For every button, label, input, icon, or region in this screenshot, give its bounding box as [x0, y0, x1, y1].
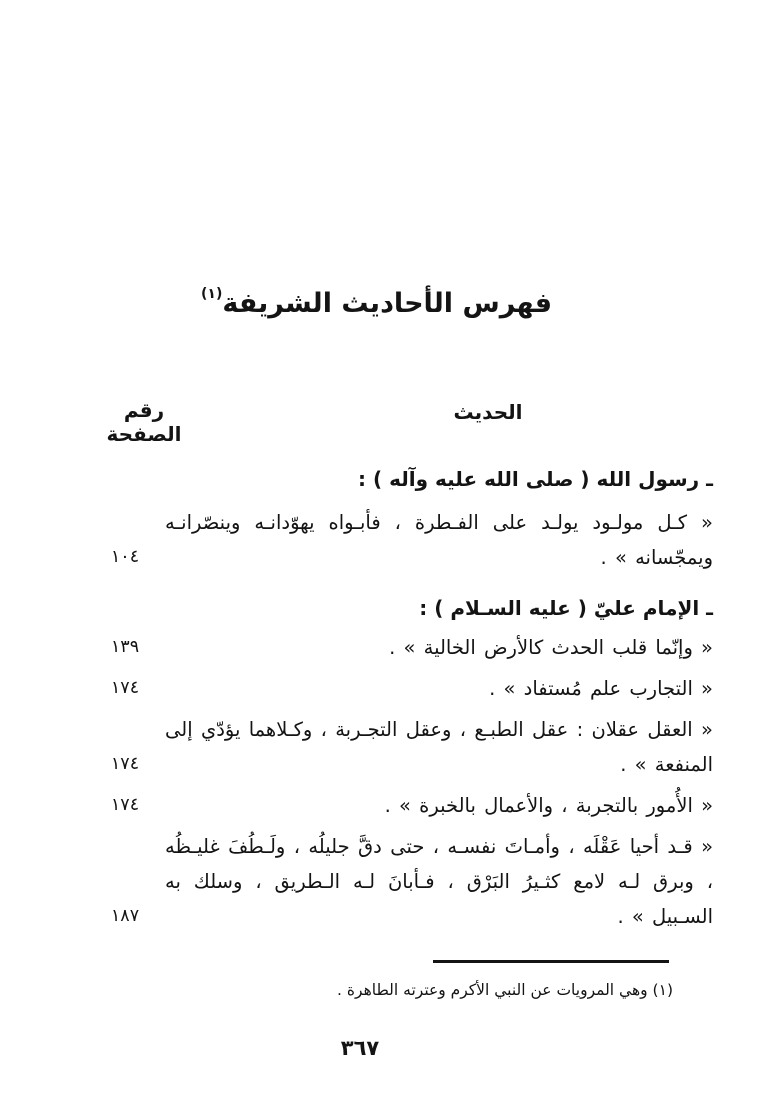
page-title [0, 286, 753, 319]
hadith-text: « الأُمور بالتجربة ، والأعمال بالخبرة » . [384, 794, 713, 817]
hadith-entry [85, 630, 713, 665]
index-content [85, 462, 713, 940]
section-prophet [85, 462, 713, 575]
hadith-text: « كـل مولـود يولـد على الفـطرة ، فأبـواه يهوّدانـه وينصّرانـه ويمجّسانه » . [165, 511, 713, 569]
section-heading: ـ رسول الله ( صلى الله عليه وآله ) : [358, 467, 713, 491]
section-heading: ـ الإمام عليّ ( عليه السـلام ) : [419, 596, 713, 620]
title-footnote-ref: (١) [200, 286, 223, 303]
hadith-text: « قـد أحيا عَقْلَه ، وأمـاتَ نفسـه ، حتى دقَّ جليلُه ، ولَـطُفَ غليـظُه ، وبرق لـه لامع كثـيرُ البَرْق ، فـأبانَ لـه الـطريق ، وسلك به السـبيل » . [165, 835, 713, 928]
hadith-entry [85, 712, 713, 782]
hadith-entry [85, 505, 713, 575]
hadith-text: « التجارب علم مُستفاد » . [489, 677, 713, 700]
page-title-text: فهرس الأحاديث الشريفة [222, 288, 553, 320]
entry-page-number: ١٧٤ [110, 754, 140, 774]
hadith-text: « وإنّما قلب الحدث كالأرض الخالية » . [389, 636, 713, 659]
hadith-entry [85, 829, 713, 934]
section-imam-ali [85, 591, 713, 934]
folio-page-number: ٣٦٧ [340, 1036, 380, 1060]
column-headers-row [0, 398, 763, 446]
entry-page-number: ١٣٩ [110, 637, 140, 657]
hadith-entry [85, 788, 713, 823]
footnote-text: (١) وهي المرويات عن النبي الأكرم وعترته الطاهرة . [337, 981, 673, 999]
hadith-text: « العقل عقلان : عقل الطبـع ، وعقل التجـربة ، وكـلاهما يؤدّي إلى المنفعة » . [165, 718, 713, 776]
entry-page-number: ١٧٤ [110, 795, 140, 815]
column-header-hadith: الحديث [453, 400, 523, 424]
entry-page-number: ١٠٤ [110, 547, 140, 567]
footnote-divider [433, 960, 669, 963]
entry-page-number: ١٨٧ [110, 906, 140, 926]
entry-page-number: ١٧٤ [110, 678, 140, 698]
hadith-entry [85, 671, 713, 706]
column-header-page-number: رقم الصفحة [106, 398, 182, 446]
